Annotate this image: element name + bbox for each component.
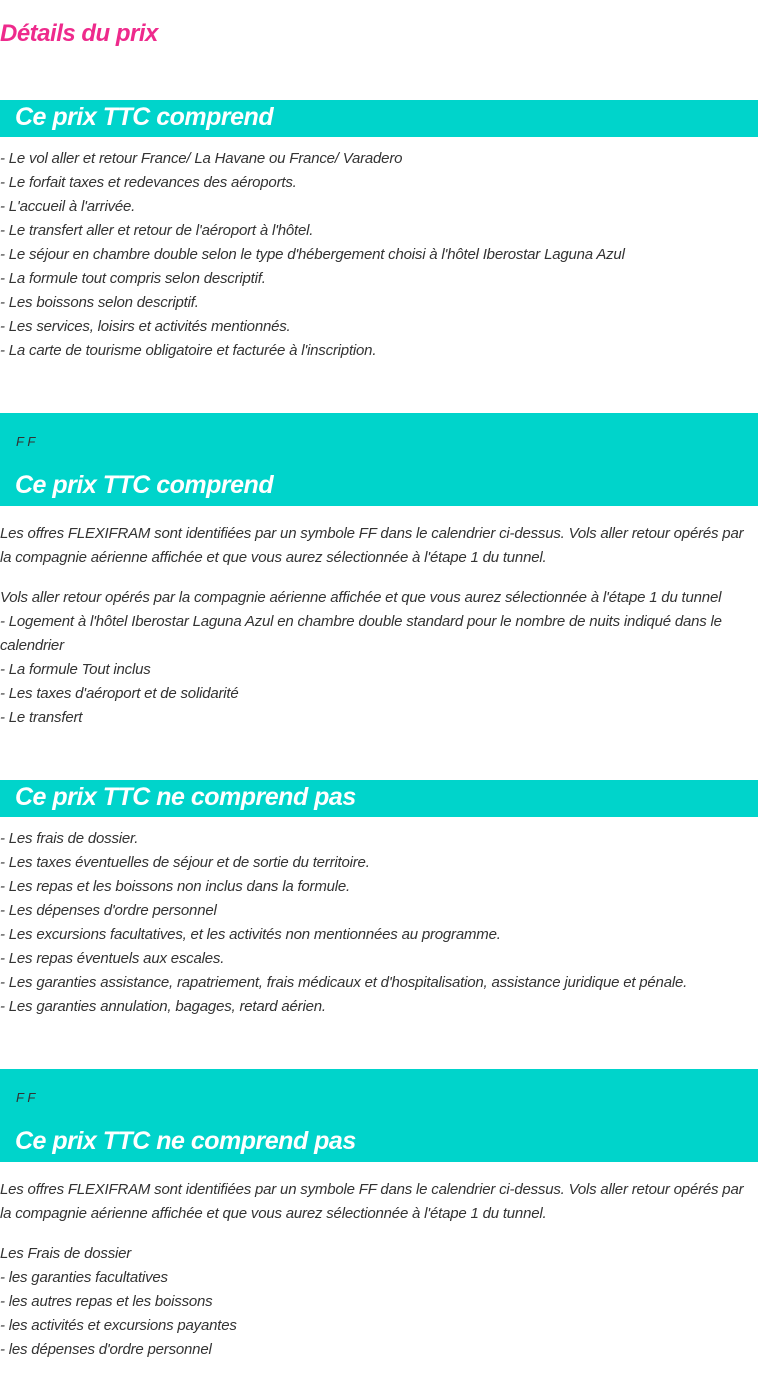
list-item: - Les dépenses d'ordre personnel	[0, 902, 217, 919]
list-item: - Les repas éventuels aux escales.	[0, 950, 225, 967]
section-header-includes	[0, 100, 758, 137]
list-item: - les dépenses d'ordre personnel	[0, 1341, 212, 1358]
list-item: - Les garanties annulation, bagages, retard aérien.	[0, 998, 326, 1015]
list-item: Les Frais de dossier	[0, 1245, 132, 1262]
list-item: - Le transfert aller et retour de l'aéroport à l'hôtel.	[0, 222, 314, 239]
excludes-list	[0, 827, 758, 1019]
includes-list	[0, 147, 758, 363]
list-item: - Les taxes d'aéroport et de solidarité	[0, 685, 239, 702]
list-item: - Les excursions facultatives, et les activités non mentionnées au programme.	[0, 926, 501, 943]
list-item: - La formule tout compris selon descriptif.	[0, 270, 266, 287]
section-header-excludes	[0, 780, 758, 817]
section-heading: Ce prix TTC ne comprend pas	[15, 783, 356, 811]
list-item: - Le séjour en chambre double selon le type d'hébergement choisi à l'hôtel Iberostar Laguna Azul	[0, 246, 625, 263]
list-item: - Logement à l'hôtel Iberostar Laguna Azul en chambre double standard pour le nombre de nuits indiqué dans le	[0, 613, 722, 630]
list-item: - les garanties facultatives	[0, 1269, 168, 1286]
page-title: Détails du prix	[0, 20, 158, 47]
flexifram-tag: F F	[16, 1090, 36, 1105]
section-heading: Ce prix TTC ne comprend pas	[15, 1127, 356, 1155]
flexifram-intro: Les offres FLEXIFRAM sont identifiées par un symbole FF dans le calendrier ci-dessus. Vols aller retour opérés par la compagnie aérienne affichée et que vous aurez sélectionnée à l'étape 1 du tunnel.	[0, 525, 744, 566]
section-heading: Ce prix TTC comprend	[15, 471, 274, 499]
list-item: Vols aller retour opérés par la compagnie aérienne affichée et que vous aurez sélectionnée à l'étape 1 du tunnel	[0, 589, 722, 606]
list-item: - Les garanties assistance, rapatriement, frais médicaux et d'hospitalisation, assistance juridique et pénale.	[0, 974, 688, 991]
list-item: - La formule Tout inclus	[0, 661, 151, 678]
section-heading: Ce prix TTC comprend	[15, 103, 274, 131]
list-item: - La carte de tourisme obligatoire et facturée à l'inscription.	[0, 342, 377, 359]
list-item: calendrier	[0, 637, 64, 654]
list-item: - Les boissons selon descriptif.	[0, 294, 199, 311]
list-item: - Les services, loisirs et activités mentionnés.	[0, 318, 291, 335]
section-header-flexifram-includes	[0, 413, 758, 506]
list-item: - Le transfert	[0, 709, 83, 726]
flexifram-excludes-list	[0, 1242, 758, 1362]
list-item: - L'accueil à l'arrivée.	[0, 198, 136, 215]
list-item: - Les taxes éventuelles de séjour et de sortie du territoire.	[0, 854, 370, 871]
flexifram-intro: Les offres FLEXIFRAM sont identifiées par un symbole FF dans le calendrier ci-dessus. Vols aller retour opérés par la compagnie aérienne affichée et que vous aurez sélectionnée à l'étape 1 du tunnel.	[0, 1181, 744, 1222]
list-item: - Le vol aller et retour France/ La Havane ou France/ Varadero	[0, 150, 403, 167]
list-item: - les autres repas et les boissons	[0, 1293, 213, 1310]
section-header-flexifram-excludes	[0, 1069, 758, 1162]
list-item: - Les repas et les boissons non inclus dans la formule.	[0, 878, 351, 895]
list-item: - Les frais de dossier.	[0, 830, 139, 847]
list-item: - les activités et excursions payantes	[0, 1317, 237, 1334]
list-item: - Le forfait taxes et redevances des aéroports.	[0, 174, 297, 191]
flexifram-includes-list	[0, 586, 758, 730]
flexifram-tag: F F	[16, 434, 36, 449]
